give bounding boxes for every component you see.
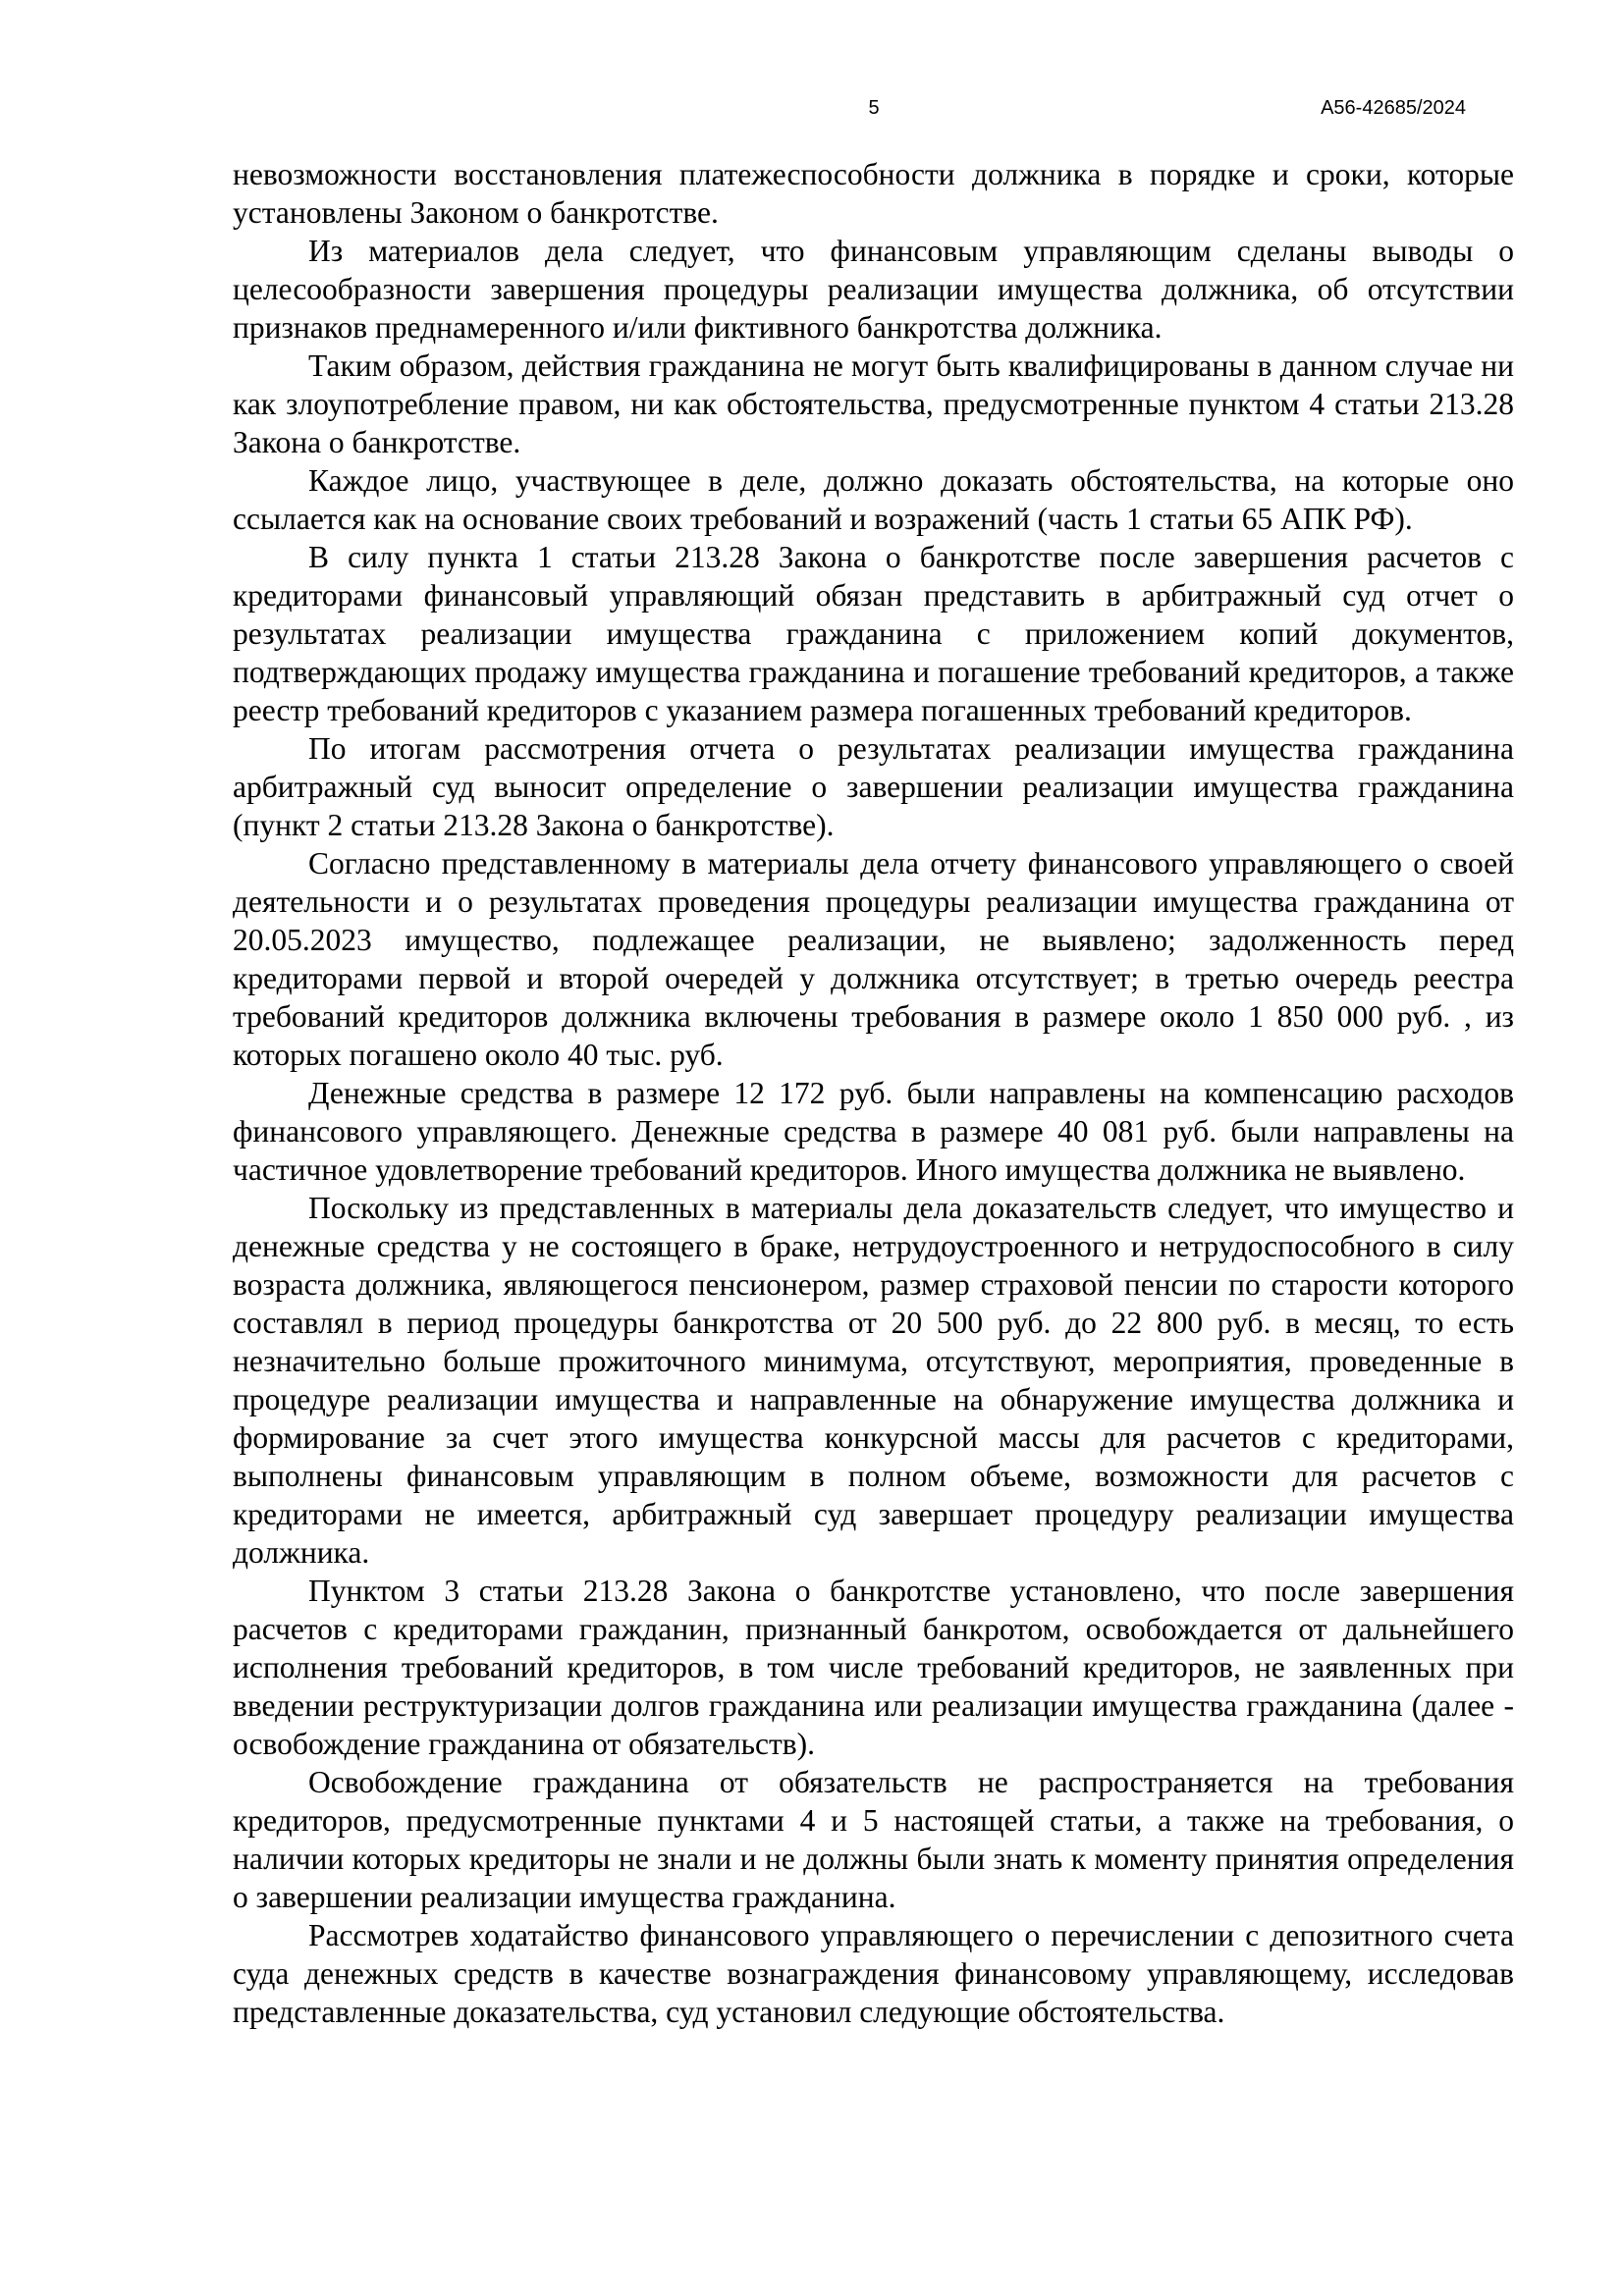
- paragraph: невозможности восстановления платежеспособности должника в порядке и сроки, которые установлены Законом о банкротстве.: [233, 157, 1514, 230]
- paragraph: По итогам рассмотрения отчета о результатах реализации имущества гражданина арбитражный суд выносит определение о завершении реализации имущества гражданина (пункт 2 статьи 213.28 Закона о банкротстве).: [233, 731, 1514, 842]
- paragraph: Каждое лицо, участвующее в деле, должно доказать обстоятельства, на которые оно ссылается как на основание своих требований и возражений (часть 1 статьи 65 АПК РФ).: [233, 463, 1514, 536]
- paragraph: Денежные средства в размере 12 172 руб. были направлены на компенсацию расходов финансового управляющего. Денежные средства в размере 40 081 руб. были направлены на частичное удовлетворение требований кредиторов. Иного имущества должника не выявлено.: [233, 1076, 1514, 1187]
- paragraph: Пунктом 3 статьи 213.28 Закона о банкротстве установлено, что после завершения расчетов с кредиторами гражданин, признанный банкротом, освобождается от дальнейшего исполнения требований кредиторов, в том числе требований кредиторов, не заявленных при введении реструктуризации долгов гражданина или реализации имущества гражданина (далее - освобождение гражданина от обязательств).: [233, 1574, 1514, 1761]
- paragraph: Поскольку из представленных в материалы дела доказательств следует, что имущество и денежные средства у не состоящего в браке, нетрудоустроенного и нетрудоспособного в силу возраста должника, являющегося пенсионером, размер страховой пенсии по старости которого составлял в период процедуры банкротства от 20 500 руб. до 22 800 руб. в месяц, то есть незначительно больше прожиточного минимума, отсутствуют, мероприятия, проведенные в процедуре реализации имущества и направленные на обнаружение имущества должника и формирование за счет этого имущества конкурсной массы для расчетов с кредиторами, выполнены финансовым управляющим в полном объеме, возможности для расчетов с кредиторами не имеется, арбитражный суд завершает процедуру реализации имущества должника.: [233, 1191, 1514, 1570]
- paragraph: Рассмотрев ходатайство финансового управляющего о перечислении с депозитного счета суда денежных средств в качестве вознаграждения финансовому управляющему, исследовав представленные доказательства, суд установил следующие обстоятельства.: [233, 1918, 1514, 2029]
- paragraph: Согласно представленному в материалы дела отчету финансового управляющего о своей деятельности и о результатах проведения процедуры реализации имущества гражданина от 20.05.2023 имущество, подлежащее реализации, не выявлено; задолженность перед кредиторами первой и второй очередей у должника отсутствует; в третью очередь реестра требований кредиторов должника включены требования в размере около 1 850 000 руб. , из которых погашено около 40 тыс. руб.: [233, 846, 1514, 1072]
- paragraph: Из материалов дела следует, что финансовым управляющим сделаны выводы о целесообразности завершения процедуры реализации имущества должника, об отсутствии признаков преднамеренного и/или фиктивного банкротства должника.: [233, 234, 1514, 345]
- paragraph: Освобождение гражданина от обязательств не распространяется на требования кредиторов, предусмотренные пунктами 4 и 5 настоящей статьи, а также на требования, о наличии которых кредиторы не знали и не должны были знать к моменту принятия определения о завершении реализации имущества гражданина.: [233, 1765, 1514, 1914]
- paragraph: В силу пункта 1 статьи 213.28 Закона о банкротстве после завершения расчетов с кредиторами финансовый управляющий обязан представить в арбитражный суд отчет о результатах реализации имущества гражданина с приложением копий документов, подтверждающих продажу имущества гражданина и погашение требований кредиторов, а также реестр требований кредиторов с указанием размера погашенных требований кредиторов.: [233, 540, 1514, 727]
- page-number: 5: [868, 97, 880, 119]
- document-body: [233, 155, 1514, 2031]
- paragraph: Таким образом, действия гражданина не могут быть квалифицированы в данном случае ни как злоупотребление правом, ни как обстоятельства, предусмотренные пунктом 4 статьи 213.28 Закона о банкротстве.: [233, 348, 1514, 459]
- case-number: А56-42685/2024: [1321, 97, 1466, 119]
